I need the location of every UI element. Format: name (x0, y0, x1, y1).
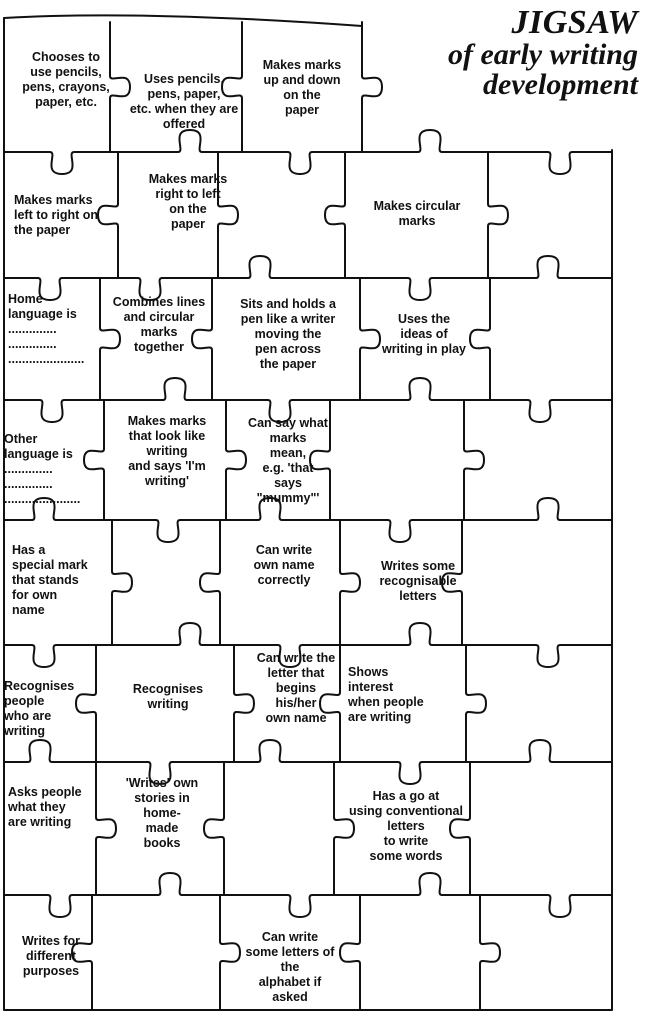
piece-asks-people: Asks people what they are writing (8, 785, 82, 829)
jigsaw-col-cut-4-4 (464, 400, 484, 520)
piece-holds-pen: Sits and holds a pen like a writer moving the pen across the paper (240, 297, 336, 371)
piece-circular-marks: Makes circular marks (373, 199, 461, 228)
piece-letters-of-alphabet: Can write some letters of the alphabet if asked (245, 930, 335, 1004)
jigsaw-col-cut-5-3 (340, 520, 360, 645)
jigsaw-col-cut-8-4 (480, 895, 500, 1010)
piece-ideas-in-play: Uses the ideas of writing in play (381, 312, 467, 356)
jigsaw-row-cut-1 (4, 130, 612, 174)
piece-combines-lines: Combines lines and circular marks together (112, 295, 206, 354)
piece-uses-pencils: Uses pencils, pens, paper, etc. when they are offered (129, 72, 239, 131)
piece-chooses-pencils: Chooses to use pencils, pens, crayons, paper, etc. (22, 50, 110, 109)
piece-marks-right-left: Makes marks right to left on the paper (148, 172, 228, 231)
title-line-3: development (483, 68, 638, 101)
jigsaw-col-cut-2-4 (488, 152, 508, 278)
piece-marks-up-down: Makes marks up and down on the paper (262, 58, 342, 117)
piece-different-purposes: Writes for different purposes (21, 934, 81, 978)
piece-recognisable-letters: Writes some recognisable letters (379, 559, 457, 603)
title-line-1: JIGSAW (511, 4, 638, 41)
piece-say-what-marks-mean: Can say what marks mean, e.g. 'that says "mummy"' (248, 416, 328, 505)
jigsaw-col-cut-2-3 (325, 152, 345, 278)
piece-interest-people-writing: Shows interest when people are writing (348, 665, 424, 724)
piece-recognises-writing: Recognises writing (132, 682, 204, 711)
jigsaw-col-cut-5-1 (112, 520, 132, 645)
jigsaw-border-top (4, 15, 362, 26)
piece-marks-left-right: Makes marks left to right on the paper (14, 193, 99, 237)
piece-write-own-name: Can write own name correctly (253, 543, 315, 587)
jigsaw-col-cut-6-4 (466, 645, 486, 762)
piece-recognises-people-writing: Recognises people who are writing (4, 679, 75, 738)
piece-conventional-letters: Has a go at using conventional letters to write some words (349, 789, 463, 863)
piece-writes-stories: 'Writes' own stories in home- made books (125, 776, 199, 850)
piece-home-language: Home language is .............. .............. ...................... (8, 292, 85, 366)
title-line-2: of early writing (447, 38, 638, 71)
jigsaw-title (338, 6, 638, 100)
jigsaw-col-cut-5-2 (200, 520, 220, 645)
piece-letter-name-begins: Can write the letter that begins his/her own name (256, 651, 336, 725)
piece-looks-like-writing: Makes marks that look like writing and says 'I'm writing' (127, 414, 207, 488)
piece-other-language: Other language is .............. .............. ...................... (4, 432, 81, 506)
piece-special-mark: Has a special mark that stands for own name (12, 543, 88, 617)
